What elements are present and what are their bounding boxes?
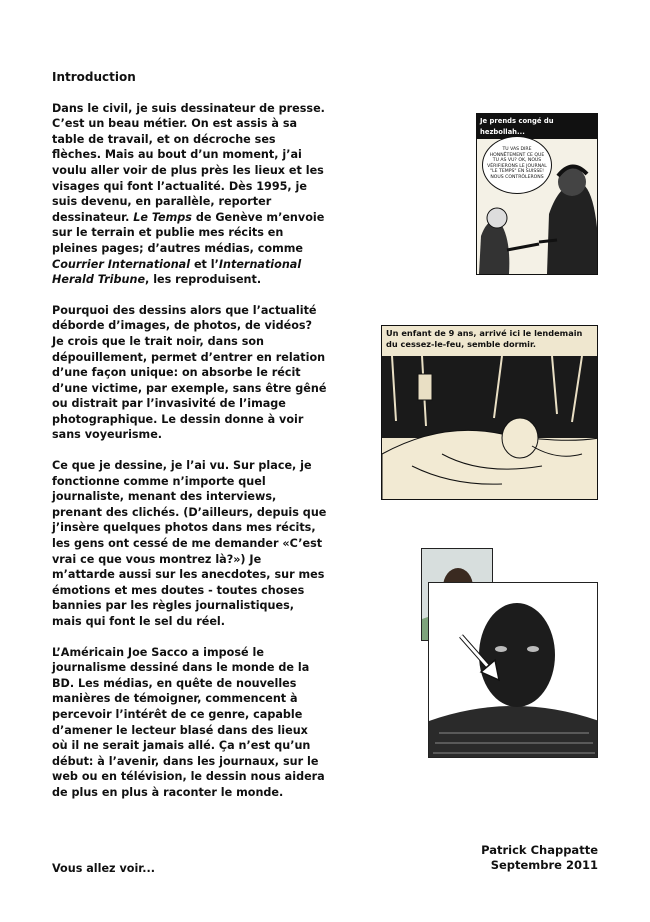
intro-paragraph-4: L’Américain Joe Sacco a imposé le journalisme dessiné dans le monde de la BD. Les médias, en quête de nouvelles manières de témoigner, commencent à percevoir l’intérêt de ce genre, capable d’amener le lecteur blasé dans des lieux où il ne serait jamais allé. Ça n’est qu’un début: à l’avenir, dans les journaux, sur le web ou en télévision, le dessin nous aidera de plus en plus à raconter le monde. [52,645,325,799]
intro-heading: Introduction [52,70,136,84]
comic-panel-hezbollah [476,113,598,275]
speech-bubble: TU VAS DIRE HONNÊTEMENT CE QUE TU AS VU? OK, NOUS VÉRIFIERONS LE JOURNAL "LE TEMPS" EN SUISSE! NOUS CONTRÔLERONS [482,136,552,194]
author-name: Patrick Chappatte [481,843,598,857]
closing-line: Vous allez voir... [52,862,155,875]
comic-drawing-hezbollah [477,114,598,275]
intro-paragraph-2: Pourquoi des dessins alors que l’actualité déborde d’images, de photos, de vidéos? Je crois que le trait noir, dans son dépouillement, permet d’entrer en relation d’une façon unique: on absorbe le récit d’une victime, par exemple, sans être gêné ou distrait par l’invasivité de l’image photographique. Le dessin donne à voir sans voyeurisme. [52,303,327,442]
intro-paragraph-3: Ce que je dessine, je l’ai vu. Sur place, je fonctionne comme n’importe quel journaliste, menant des interviews, prenant des clichés. (D’ailleurs, depuis que j’insère quelques photos dans mes récits, les gens ont cessé de me demander «C’est vrai ce que vous montrez là?») Je m’attarde aussi sur les anecdotes, sur mes émotions et mes doutes - toutes choses bannies par les règles journalistiques, mais qui font le sel du réel. [52,459,327,628]
comic-panel-hospital [381,325,598,500]
signature-date: Septembre 2011 [490,858,598,872]
intro-paragraph-1: Dans le civil, je suis dessinateur de presse. C’est un beau métier. On est assis à sa table de travail, et on décroche ses flèches. Mais au bout d’un moment, j’ai voulu aller voir de plus près les lieux et les visages qui font l’actualité. Dès 1995, je suis devenu, en parallèle, reporter dessinateur. Le Temps de Genève m’envoie sur le terrain et publie mes récits en pleines pages; d’autres médias, comme Courrier International et l’International Herald Tribune, les reproduisent. [52,101,325,287]
intro-column [52,70,327,816]
panel-caption: Je prends congé du hezbollah... [477,114,597,139]
signature [481,843,598,873]
panel-caption: Un enfant de 9 ans, arrivé ici le lendemain du cessez-le-feu, semble dormir. [382,326,597,351]
comic-drawing-hospital [382,326,598,500]
arrow-icon [455,630,515,690]
